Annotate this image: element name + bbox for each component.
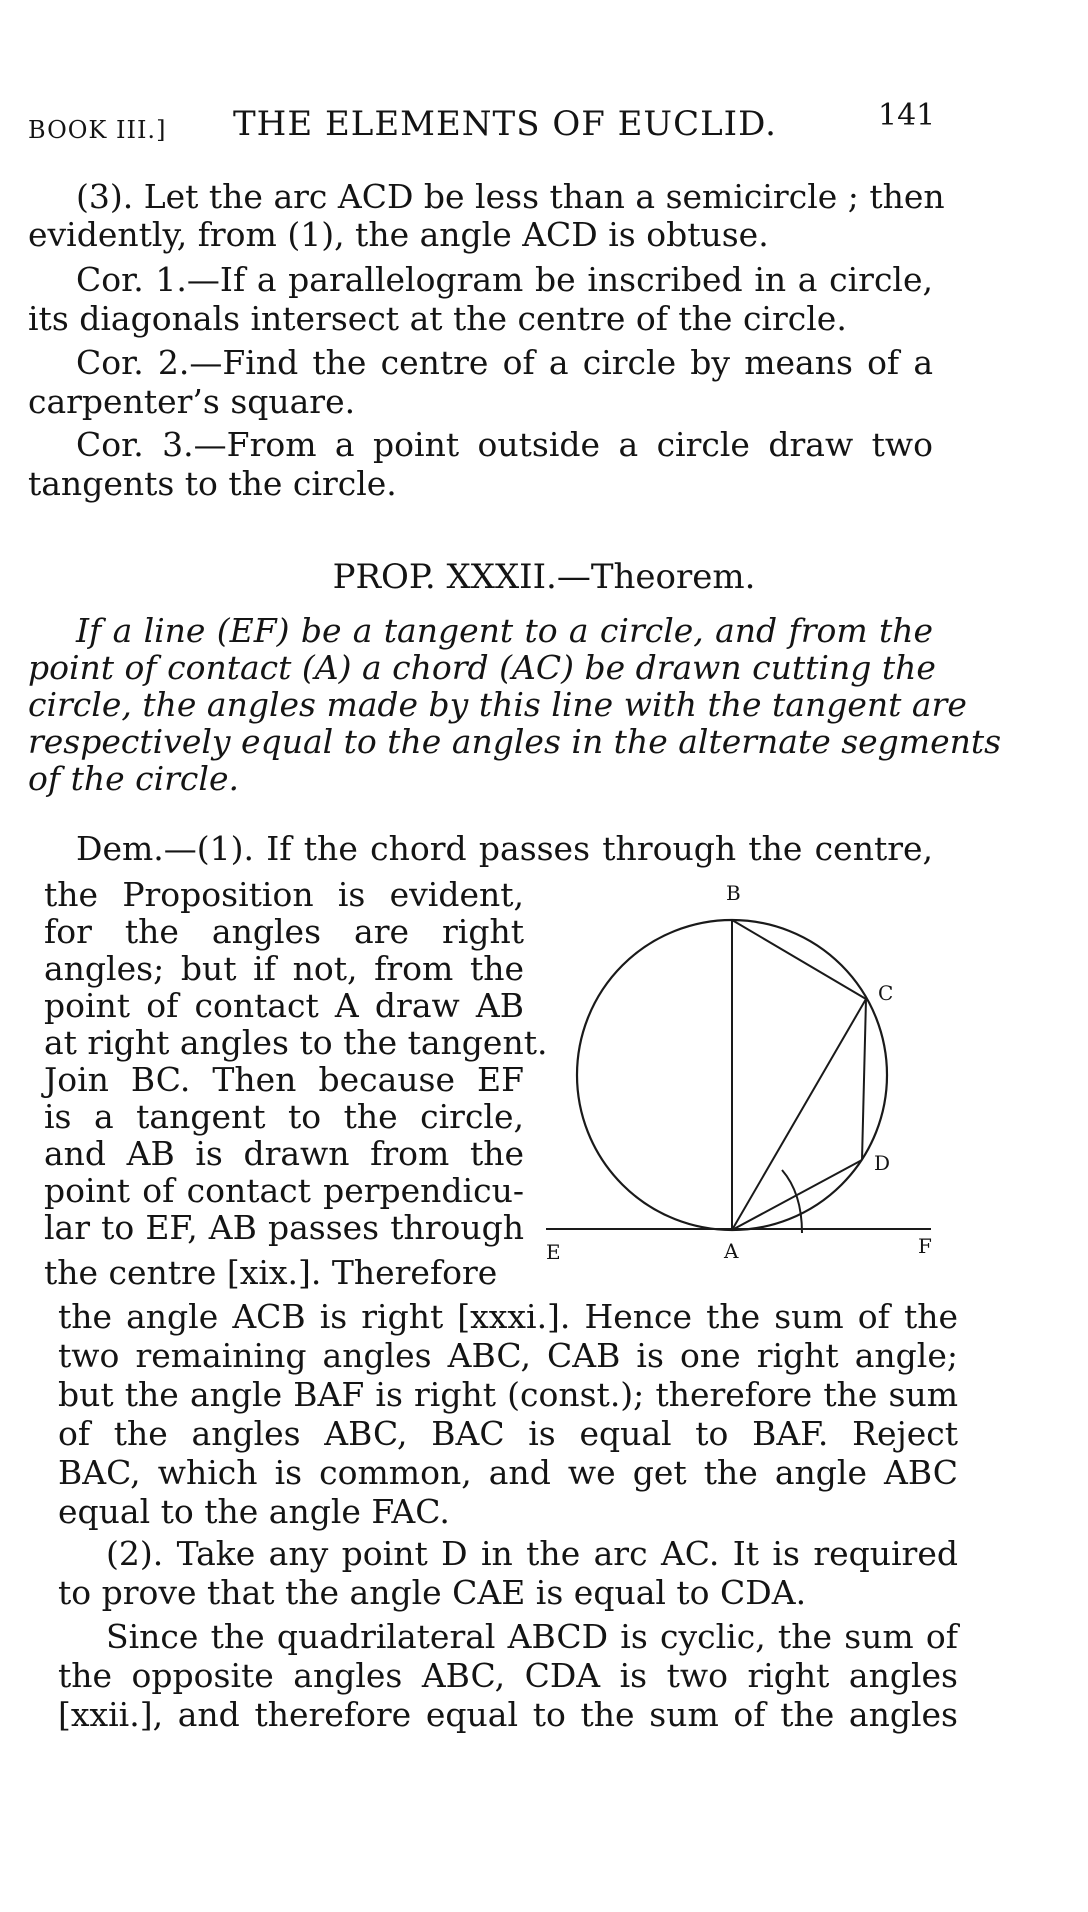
text-line: for the angles are right bbox=[44, 912, 524, 951]
enunciation-line: respectively equal to the angles in the alternate segments bbox=[28, 722, 1002, 761]
text-line: at right angles to the tangent. bbox=[44, 1023, 548, 1062]
text-line: its diagonals intersect at the centre of the circle. bbox=[28, 299, 847, 338]
text-line: Since the quadrilateral ABCD is cyclic, the sum of bbox=[106, 1617, 958, 1656]
figure-svg bbox=[536, 893, 948, 1258]
text-line: to prove that the angle CAE is equal to CDA. bbox=[58, 1573, 807, 1612]
label-e: E bbox=[546, 1240, 561, 1264]
proposition-title: PROP. XXXII.—Theorem. bbox=[332, 557, 756, 597]
text-line: carpenter’s square. bbox=[28, 382, 356, 421]
text-line: the opposite angles ABC, CDA is two right angles bbox=[58, 1656, 958, 1695]
chord-ac bbox=[732, 999, 866, 1230]
text-line: but the angle BAF is right (const.); therefore the sum bbox=[58, 1375, 958, 1414]
text-line: the angle ACB is right [xxxi.]. Hence the sum of the bbox=[58, 1297, 958, 1336]
text-line: lar to EF, AB passes through bbox=[44, 1208, 524, 1247]
text-line: equal to the angle FAC. bbox=[58, 1492, 450, 1531]
label-d: D bbox=[874, 1151, 891, 1175]
enunciation-line: point of contact (A) a chord (AC) be drawn cutting the bbox=[28, 648, 936, 687]
text-line: of the angles ABC, BAC is equal to BAF. Reject bbox=[58, 1414, 958, 1453]
text-line: is a tangent to the circle, bbox=[44, 1097, 524, 1136]
text-line: two remaining angles ABC, CAB is one right angle; bbox=[58, 1336, 958, 1375]
demonstration-first-line: Dem.—(1). If the chord passes through the centre, bbox=[76, 829, 933, 868]
book-label: BOOK III.] bbox=[28, 116, 167, 144]
running-head bbox=[28, 98, 936, 148]
geometry-figure bbox=[536, 881, 948, 1264]
text-line: evidently, from (1), the angle ACD is obtuse. bbox=[28, 215, 769, 254]
text-line: Cor. 1.—If a parallelogram be inscribed in a circle, bbox=[76, 260, 933, 299]
label-f: F bbox=[918, 1234, 932, 1258]
text-line: Join BC. Then because EF bbox=[44, 1060, 524, 1099]
text-line: the Proposition is evident, bbox=[44, 875, 524, 914]
text-line: tangents to the circle. bbox=[28, 464, 397, 503]
text-line: point of contact A draw AB bbox=[44, 986, 524, 1025]
text-line: the centre [xix.]. Therefore bbox=[44, 1253, 498, 1292]
text-line: and AB is drawn from the bbox=[44, 1134, 524, 1173]
enunciation-line: circle, the angles made by this line with the tangent are bbox=[28, 685, 967, 724]
chord-cd bbox=[862, 999, 866, 1160]
label-c: C bbox=[878, 981, 894, 1005]
text-line: (2). Take any point D in the arc AC. It is required bbox=[106, 1534, 958, 1573]
text-line: BAC, which is common, and we get the angle ABC bbox=[58, 1453, 958, 1492]
chord-bc bbox=[732, 920, 866, 999]
text-line: point of contact perpendicu- bbox=[44, 1171, 524, 1210]
page-number: 141 bbox=[878, 98, 936, 133]
label-b: B bbox=[726, 881, 741, 905]
text-line: angles; but if not, from the bbox=[44, 949, 524, 988]
running-title: THE ELEMENTS OF EUCLID. bbox=[233, 104, 777, 144]
text-line: [xxii.], and therefore equal to the sum of the angles bbox=[58, 1695, 958, 1734]
text-line: (3). Let the arc ACD be less than a semicircle ; then bbox=[76, 177, 945, 216]
label-a: A bbox=[724, 1239, 739, 1263]
text-line: Cor. 3.—From a point outside a circle draw two bbox=[76, 425, 933, 464]
enunciation-line: If a line (EF) be a tangent to a circle, and from the bbox=[76, 611, 933, 650]
enunciation-line: of the circle. bbox=[28, 759, 239, 798]
text-line: Cor. 2.—Find the centre of a circle by means of a bbox=[76, 343, 933, 382]
